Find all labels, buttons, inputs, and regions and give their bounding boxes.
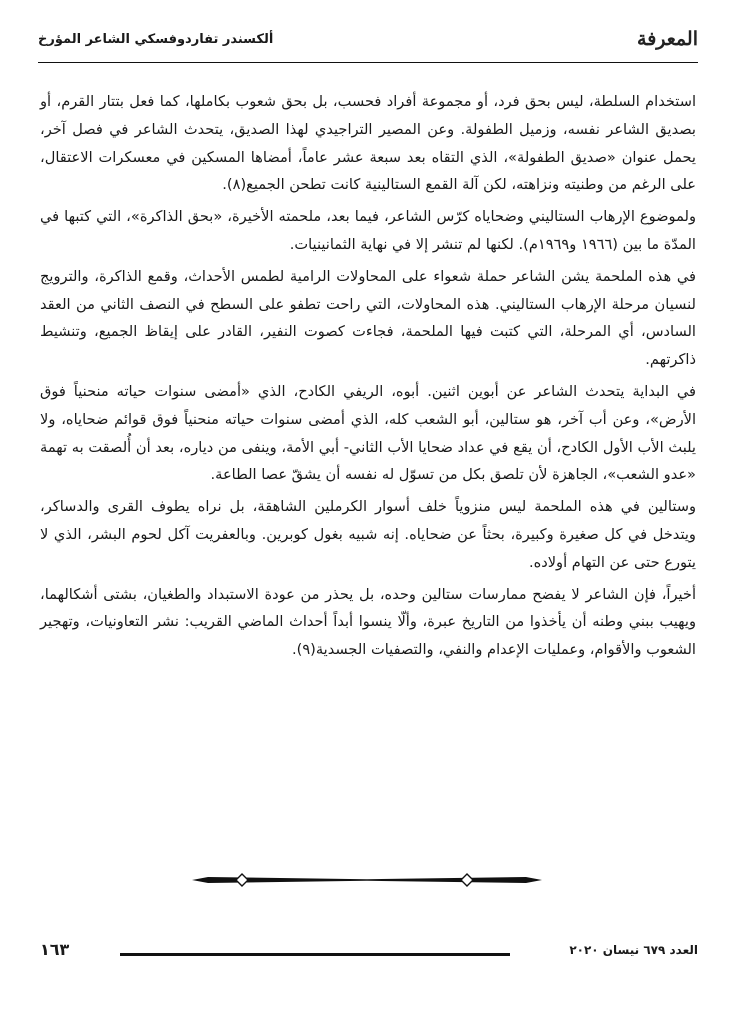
- paragraph-4: في البداية يتحدث الشاعر عن أبوين اثنين. أبوه، الريفي الكادح، الذي «أمضى سنوات حياته منحنياً فوق الأرض»، وعن أب آخر، هو ستالين، أبو الشعب كله، الذي أمضى سنوات حياته منحنياً فوق قوائم ضحاياه، ولا يلبث الأب الأول الكادح، أن يقع في عداد ضحايا الأب الثاني- أبي الأمة، وينفى من دياره، بعد أن أُلصقت به تهمة «عدو الشعب»، الجاهزة لأن تلصق بكل من تسوّل له نفسه أن يشقّ عصا الطاعة.: [40, 382, 696, 484]
- paragraph-5: وستالين في هذه الملحمة ليس منزوياً خلف أسوار الكرملين الشاهقة، بل نراه يطوف القرى والدساكر، ويتدخل في كل صغيرة وكبيرة، بحثاً عن ضحاياه. إنه شبيه بغول كوبرين. وبالعفريت آكل لحوم البشر، الذي لا يتورع حتى عن التهام أولاده.: [40, 498, 696, 571]
- article-body: [40, 88, 696, 668]
- paragraph-2: ولموضوع الإرهاب الستاليني وضحاياه كرّس الشاعر، فيما بعد، ملحمته الأخيرة، «بحق الذاكرة»، التي كتبها في المدّة ما بين (١٩٦٦ و١٩٦٩م). لكنها لم تنشر إلا في نهاية الثمانينيات.: [40, 208, 696, 253]
- footer-divider: [120, 953, 510, 956]
- header-divider: [38, 62, 698, 63]
- paragraph-3: في هذه الملحمة يشن الشاعر حملة شعواء على المحاولات الرامية لطمس الأحداث، وقمع الذاكرة، والترويج لنسيان مرحلة الإرهاب الستاليني. هذه المحاولات، التي راحت تطفو على السطح في النصف الثاني من العقد السادس، أي المرحلة، التي كتبت فيها الملحمة، فجاءت كصوت النفير، القادر على إيقاظ الجميع، وتنشيط ذاكرتهم.: [40, 267, 696, 369]
- decorative-ornament-divider: [190, 868, 544, 892]
- paragraph-1: استخدام السلطة، ليس بحق فرد، أو مجموعة أفراد فحسب، بل بحق شعوب بكاملها، كما فعل بتتار القرم، أو بصديق الشاعر نفسه، وزميل الطفولة. وعن المصير التراجيدي لهذا الصديق، يتحدث الشاعر في فصل آخر، يحمل عنوان «صديق الطفولة»، الذي التقاه بعد سبعة عشر عاماً، أمضاها المسكين في معسكرات الاعتقال، على الرغم من وطنيته ونزاهته، لكن آلة القمع الستالينية كانت تطحن الجميع(٨).: [40, 93, 696, 194]
- paragraph-6: أخيراً، فإن الشاعر لا يفضح ممارسات ستالين وحده، بل يحذر من عودة الاستبداد والطغيان، بشتى أشكالهما، ويهيب ببني وطنه أن يأخذوا من التاريخ عبرة، وألّا ينسوا أبداً أحداث الماضي القريب: نشر التعاونيات، وتهجير الشعوب والأقوام، وعمليات الإعدام والنفي، والتصفيات الجسدية(٩).: [40, 585, 696, 659]
- magazine-logo: المعرفة: [637, 28, 698, 50]
- running-title: ألكسندر تفاردوفسكي الشاعر المؤرخ: [38, 32, 274, 47]
- issue-info: العدد ٦٧٩ نيسان ٢٠٢٠: [569, 943, 698, 957]
- page-number: ١٦٣: [40, 940, 70, 959]
